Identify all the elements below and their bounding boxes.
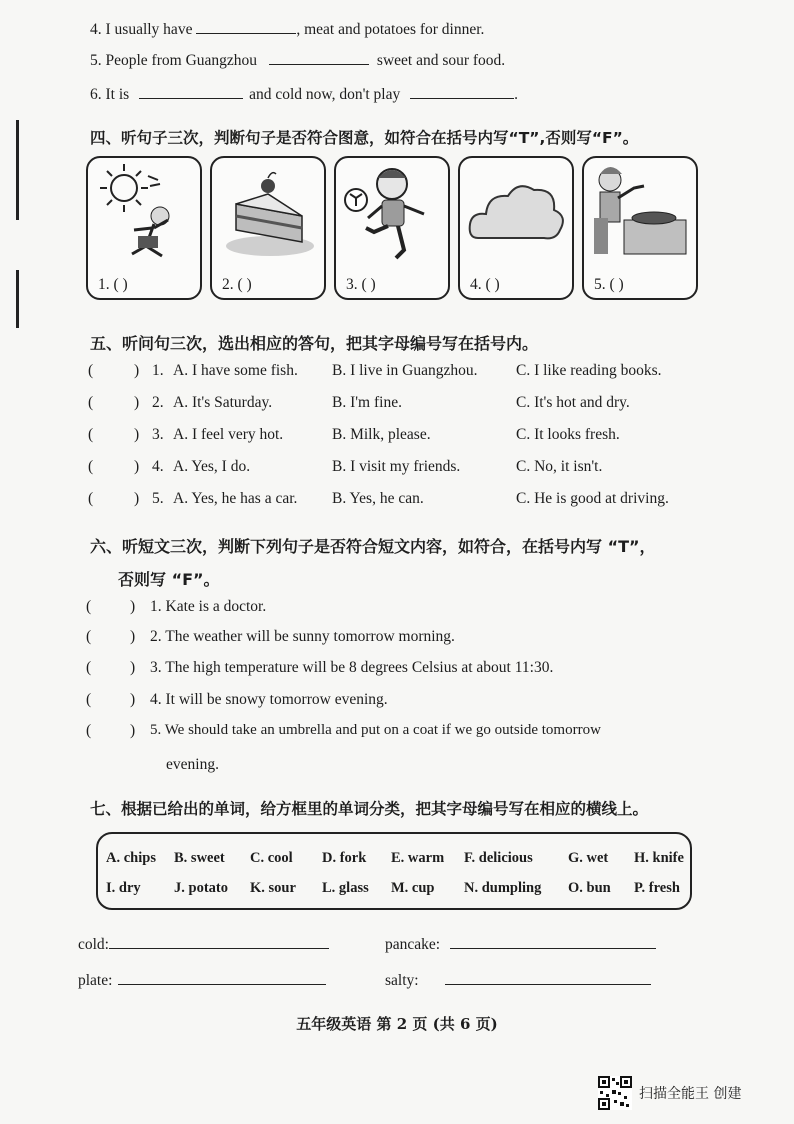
answer-paren-close: ) — [130, 628, 136, 645]
option-a: A. Yes, I do. — [173, 458, 251, 475]
binding-mark-bottom — [16, 270, 19, 328]
option-c: C. No, it isn't. — [516, 458, 603, 475]
option-c: C. I like reading books. — [516, 362, 662, 379]
qr-code-icon — [598, 1076, 632, 1110]
answer-paren[interactable]: ( — [86, 628, 92, 645]
answer-paren-close: ) — [130, 598, 136, 615]
answer-blank[interactable] — [196, 19, 296, 34]
sec5-heading: 五、听问句三次，选出相应的答句，把其字母编号写在括号内。 — [90, 334, 539, 353]
category-blank[interactable] — [109, 934, 329, 949]
option-b: B. Yes, he can. — [332, 490, 424, 507]
hot-boy-sun-icon — [88, 158, 200, 268]
category-pancake: pancake: — [385, 934, 656, 954]
sec6-heading-cont: 否则写 “F”。 — [118, 570, 220, 589]
cake-icon — [212, 158, 324, 268]
eating-person-icon — [584, 158, 696, 268]
answer-paren-close: ) — [130, 722, 136, 739]
sec3-item-4: 4. I usually have , meat and potatoes for dinner. — [90, 21, 485, 38]
answer-paren-close: ) — [134, 490, 140, 507]
option-b: B. Milk, please. — [332, 426, 431, 443]
sec3-item-5: 5. People from Guangzhou sweet and sour food. — [90, 52, 506, 69]
sec6-heading: 六、听短文三次，判断下列句子是否符合短文内容，如符合，在括号内写 “T”， — [90, 537, 656, 556]
category-cold: cold: — [78, 934, 329, 954]
answer-paren-close: ) — [134, 394, 140, 411]
category-plate: plate: — [78, 970, 326, 990]
answer-paren[interactable]: ( — [86, 691, 92, 708]
answer-paren[interactable]: ( — [88, 490, 94, 507]
option-b: B. I live in Guangzhou. — [332, 362, 478, 379]
picture-3 — [334, 156, 450, 300]
picture-4 — [458, 156, 574, 300]
answer-paren[interactable]: ( — [88, 394, 94, 411]
answer-paren[interactable]: ( — [86, 659, 92, 676]
answer-paren-close: ) — [134, 458, 140, 475]
option-b: B. I'm fine. — [332, 394, 402, 411]
option-a: A. I feel very hot. — [173, 426, 284, 443]
sec4-heading: 四、听句子三次，判断句子是否符合图意，如符合在括号内写“T”,否则写“F”。 — [90, 129, 639, 147]
picture-5 — [582, 156, 698, 300]
sec3-item-6: 6. It is and cold now, don't play . — [90, 86, 518, 103]
picture-2 — [210, 156, 326, 300]
sec7-heading: 七、根据已给出的单词，给方框里的单词分类，把其字母编号写在相应的横线上。 — [90, 800, 649, 818]
answer-paren[interactable]: ( — [88, 458, 94, 475]
option-c: C. It's hot and dry. — [516, 394, 630, 411]
category-blank[interactable] — [445, 970, 651, 985]
picture-5-label[interactable]: 5. ( ) — [594, 276, 624, 293]
category-blank[interactable] — [118, 970, 326, 985]
option-c: C. It looks fresh. — [516, 426, 620, 443]
page-footer: 五年级英语 第 2 页 (共 6 页) — [296, 1015, 498, 1033]
picture-row — [86, 156, 700, 302]
word-box: A. chips B. sweet C. cool D. fork E. warm F. delicious G. wet H. knife I. dry J. potato K. sour L. glass M. cup N. dumpling O. bun P. fresh — [96, 832, 692, 910]
answer-paren[interactable]: ( — [88, 362, 94, 379]
cloud-icon — [460, 158, 572, 268]
picture-4-label[interactable]: 4. ( ) — [470, 276, 500, 293]
picture-1 — [86, 156, 202, 300]
category-blank[interactable] — [450, 934, 656, 949]
option-b: B. I visit my friends. — [332, 458, 461, 475]
option-a: A. I have some fish. — [173, 362, 298, 379]
answer-blank[interactable] — [139, 84, 243, 99]
option-a: A. Yes, he has a car. — [173, 490, 298, 507]
category-salty: salty: — [385, 970, 651, 990]
picture-2-label[interactable]: 2. ( ) — [222, 276, 252, 293]
answer-paren[interactable]: ( — [86, 598, 92, 615]
answer-paren-close: ) — [130, 659, 136, 676]
answer-blank[interactable] — [269, 50, 369, 65]
binding-mark-top — [16, 120, 19, 220]
soccer-boy-icon — [336, 158, 448, 268]
answer-blank[interactable] — [410, 84, 514, 99]
answer-paren-close: ) — [130, 691, 136, 708]
option-a: A. It's Saturday. — [173, 394, 273, 411]
answer-paren-close: ) — [134, 426, 140, 443]
scanner-watermark: 扫描全能王 创建 — [639, 1086, 742, 1102]
picture-1-label[interactable]: 1. ( ) — [98, 276, 128, 293]
option-c: C. He is good at driving. — [516, 490, 669, 507]
answer-paren[interactable]: ( — [86, 722, 92, 739]
answer-paren[interactable]: ( — [88, 426, 94, 443]
answer-paren-close: ) — [134, 362, 140, 379]
sec6-item-5-cont: evening. — [166, 756, 219, 773]
picture-3-label[interactable]: 3. ( ) — [346, 276, 376, 293]
